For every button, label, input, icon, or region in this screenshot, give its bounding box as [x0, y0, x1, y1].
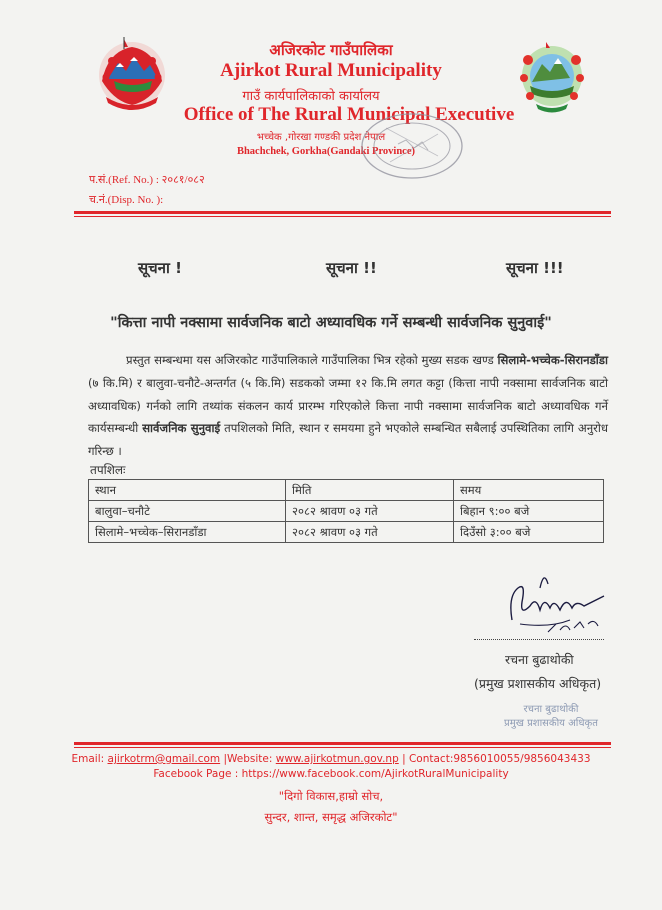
contact-numbers: | Contact:9856010055/9856043433 [398, 753, 591, 765]
footer-contact-line [0, 753, 662, 765]
office-name-en: Office of The Rural Municipal Executive [183, 104, 515, 125]
notice-heading-2: सूचना !! [326, 259, 377, 277]
signatory-name: रचना बुढाथोकी [505, 652, 574, 667]
cell-time: बिहान ९:०० बजे [454, 501, 604, 522]
body-road-name: सिलामे-भच्चेक-सिरानडाँडा [497, 353, 608, 367]
table-header-row [89, 480, 604, 501]
notice-heading-3: सूचना !!! [506, 259, 564, 277]
municipality-name-en: Ajirkot Rural Municipality [220, 60, 442, 81]
name-stamp-line-2: प्रमुख प्रशासकीय अधिकृत [504, 718, 598, 729]
signatory-designation: (प्रमुख प्रशासकीय अधिकृत) [474, 676, 602, 691]
address-en: Bhachchek, Gorkha(Gandaki Province) [236, 146, 416, 157]
website-link[interactable]: www.ajirkotmun.gov.np [275, 753, 399, 765]
body-text-part-2: (७ कि.मि) र बालुवा-चनौटे-अन्तर्गत (५ कि.मि) सडकको जम्मा १२ कि.मि लगत कट्टा (कित्ता नापी नक्सामा सार्वजनिक बाटो अध्यावधिक) गर्नको लागि तथ्यांक संकलन कार्य प्रारम्भ गरिएकोले कित्ता नापी नक्सामा सार्वजनिक बाटो अध्यावधिक गर्ने कार्यसम्बन्धी [88, 375, 608, 436]
name-stamp-line-1: रचना बुढाथोकी [523, 704, 579, 715]
slogan-line-2: सुन्दर, शान्त, समृद्ध अजिरकोट" [264, 810, 398, 824]
facebook-page-line: Facebook Page : https://www.facebook.com/AjirkotRuralMunicipality [153, 768, 509, 780]
office-seal-stamp [356, 110, 468, 182]
table-row [89, 522, 604, 543]
email-link[interactable]: ajirkotrm@gmail.com [107, 753, 221, 765]
header-divider-thick [74, 211, 611, 214]
footer-divider-thin [74, 747, 611, 748]
schedule-table [88, 479, 604, 543]
website-label: |Website: [220, 753, 276, 765]
body-text-part-1: प्रस्तुत सम्बन्धमा यस अजिरकोट गाउँपालिकाले गाउँपालिका भित्र रहेको मुख्य सडक खण्ड [126, 353, 498, 367]
cell-date: २०८२ श्रावण ०३ गते [286, 522, 454, 543]
address-np: भच्चेक ,गोरखा गण्डकी प्रदेश नेपाल [256, 132, 386, 143]
municipality-name-np: अजिरकोट गाउँपालिका [269, 41, 393, 59]
signature-line [474, 639, 604, 640]
notice-heading-1: सूचना ! [138, 259, 182, 277]
notice-body [88, 349, 608, 463]
table-row [89, 501, 604, 522]
column-header-place: स्थान [89, 480, 286, 501]
column-header-time: समय [454, 480, 604, 501]
cell-place: सिलामे–भच्चेक–सिरानडाँडा [89, 522, 286, 543]
reference-number: प.सं.(Ref. No.) : २०८१/०८२ [89, 174, 205, 186]
email-label: Email: [71, 753, 108, 765]
handwritten-signature [500, 566, 612, 640]
body-text-part-3: तपशिलको मिति, स्थान र समयमा हुने भएकोले सम्बन्धित सबैलाई उपस्थितिका लागि अनुरोध गरिन्छ । [88, 421, 609, 459]
slogan-line-1: "दिगो विकास,हाम्रो सोच, [278, 789, 384, 803]
cell-time: दिउँसो ३:०० बजे [454, 522, 604, 543]
cell-date: २०८२ श्रावण ०३ गते [286, 501, 454, 522]
office-name-np: गाउँ कार्यपालिकाको कार्यालय [242, 89, 380, 104]
details-label: तपशिलः [90, 463, 126, 477]
footer-divider-thick [74, 742, 611, 745]
dispatch-number: च.नं.(Disp. No. ): [89, 194, 164, 206]
cell-place: बालुवा–चनौटे [89, 501, 286, 522]
header-divider-thin [74, 216, 611, 217]
name-stamp [500, 703, 602, 733]
notice-title: "कित्ता नापी नक्सामा सार्वजनिक बाटो अध्यावधिक गर्ने सम्बन्धी सार्वजनिक सुनुवाई" [110, 315, 552, 331]
body-hearing-label: सार्वजनिक सुनुवाई [142, 421, 221, 436]
column-header-date: मिति [286, 480, 454, 501]
